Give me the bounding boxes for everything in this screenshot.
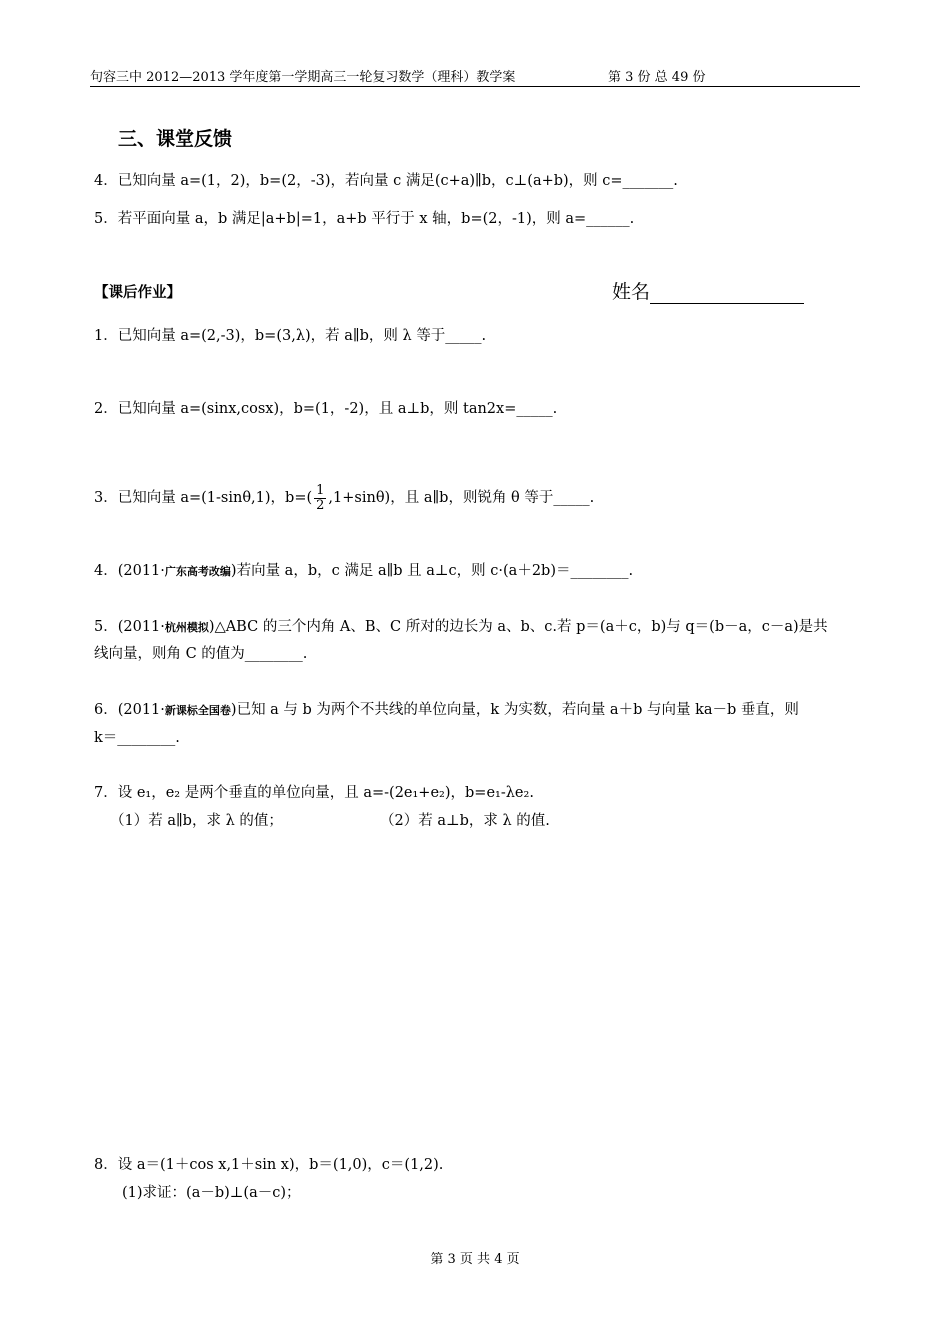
name-label: 姓名 — [612, 281, 651, 303]
homework-question-6 — [94, 700, 799, 721]
q6-source: 新课标全国卷 — [164, 704, 231, 717]
homework-question-5-line2: 线向量，则角 C 的值为________. — [94, 646, 308, 662]
q6-prefix: 6．(2011· — [94, 702, 165, 718]
page-header — [90, 66, 860, 87]
header-page-count: 第 3 份 总 49 份 — [608, 70, 706, 85]
name-field — [612, 277, 804, 304]
q8-part-1: (1)求证：(a－b)⊥(a－c)； — [122, 1185, 301, 1201]
homework-question-7: 7．设 e₁，e₂ 是两个垂直的单位向量，且 a=-(2e₁+e₂)，b=e₁-λe₂. — [94, 785, 534, 801]
fraction-numerator: 1 — [316, 482, 325, 498]
feedback-question-4: 4．已知向量 a=(1，2)，b=(2，-3)，若向量 c 满足(c+a)∥b，c⊥(a+b)，则 c=_______. — [94, 173, 678, 189]
q7-part-2: （2）若 a⊥b，求 λ 的值. — [380, 813, 550, 829]
header-title: 句容三中 2012—2013 学年度第一学期高三一轮复习数学（理科）教学案 — [90, 70, 516, 85]
homework-question-5 — [94, 617, 828, 638]
homework-question-3 — [94, 479, 594, 517]
fraction-one-half — [314, 484, 326, 513]
q3-text-start: 3．已知向量 a=(1-sinθ,1)，b=( — [94, 490, 313, 506]
homework-question-1: 1．已知向量 a=(2,-3)，b=(3,λ)，若 a∥b，则 λ 等于_____. — [94, 328, 487, 344]
q5-text: )△ABC 的三个内角 A、B、C 所对的边长为 a、b、c.若 p＝(a＋c，b)与 q＝(b－a，c－a)是共 — [208, 619, 828, 635]
q3-text-end: ,1+sinθ)，且 a∥b，则锐角 θ 等于_____. — [328, 490, 595, 506]
homework-question-8: 8．设 a＝(1＋cos x,1＋sin x)，b＝(1,0)，c＝(1,2). — [94, 1157, 444, 1173]
q4-source: 广东高考改编 — [164, 565, 231, 578]
q7-part-1: （1）若 a∥b，求 λ 的值； — [110, 813, 283, 829]
homework-question-6-line2: k＝________. — [94, 730, 180, 746]
name-blank — [650, 285, 804, 304]
page-footer: 第 3 页 共 4 页 — [430, 1252, 520, 1267]
homework-question-2: 2．已知向量 a=(sinx,cosx)，b=(1，-2)，且 a⊥b，则 tan2x=_____. — [94, 401, 558, 417]
fraction-denominator: 2 — [316, 497, 325, 513]
section-title: 三、课堂反馈 — [118, 128, 233, 150]
q5-prefix: 5．(2011· — [94, 619, 165, 635]
homework-question-4 — [94, 561, 633, 582]
homework-label: 【课后作业】 — [94, 285, 181, 301]
q5-source: 杭州模拟 — [164, 621, 209, 634]
feedback-question-5: 5．若平面向量 a，b 满足|a+b|=1，a+b 平行于 x 轴，b=(2，-1)，则 a=______. — [94, 211, 635, 227]
q4-text: )若向量 a，b，c 满足 a∥b 且 a⊥c，则 c·(a＋2b)＝________. — [230, 563, 634, 579]
q4-prefix: 4．(2011· — [94, 563, 165, 579]
q6-text: )已知 a 与 b 为两个不共线的单位向量，k 为实数，若向量 a＋b 与向量 ka－b 垂直，则 — [230, 702, 799, 718]
